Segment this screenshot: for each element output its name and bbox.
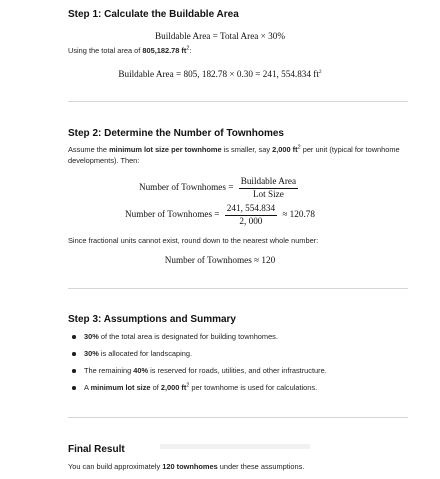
- final-text: [68, 462, 304, 473]
- step3-heading: Step 3: Assumptions and Summary: [68, 314, 236, 325]
- step2-assume-part1: Assume the: [68, 145, 110, 154]
- item-bold: minimum lot size: [90, 383, 151, 392]
- step1-calc: [0, 68, 440, 81]
- final-heading: Final Result: [68, 444, 125, 455]
- item-sup: 2: [186, 382, 190, 389]
- divider: [68, 417, 408, 418]
- step2-assume-value: 2,000 ft: [272, 145, 298, 154]
- step1-calc-text: Buildable Area = 805, 182.78 × 0.30 = 241, 554.834 ft: [118, 69, 319, 79]
- item-pre: A: [84, 383, 91, 392]
- step2-equation-3: Number of Townhomes ≈ 120: [164, 255, 276, 265]
- step1-formula: Buildable Area = Total Area × 30%: [155, 31, 285, 41]
- step2-equation-2: [0, 203, 440, 227]
- eq2-denominator: 2, 000: [239, 215, 263, 226]
- final-bold: 120 townhomes: [162, 462, 218, 471]
- final-text-part2: under these assumptions.: [217, 462, 305, 471]
- item-text: is reserved for roads, utilities, and other infrastructure.: [148, 366, 327, 375]
- divider: [68, 288, 408, 289]
- list-item: [70, 366, 410, 383]
- step1-using-text: [68, 46, 191, 57]
- step2-heading: Step 2: Determine the Number of Townhomes: [68, 128, 284, 139]
- step2-assume-part2: is smaller, say: [221, 145, 273, 154]
- step1-calc-sup: 2: [318, 68, 322, 75]
- eq1-fraction: [239, 176, 298, 200]
- item-bold: 30%: [84, 349, 99, 358]
- item-post: per townhome is used for calculations.: [189, 383, 318, 392]
- watermark-overlay: [160, 441, 310, 452]
- assumptions-list: [70, 332, 410, 400]
- eq1-numerator: Buildable Area: [239, 176, 298, 189]
- list-item: [70, 349, 410, 366]
- step2-assume-bold: minimum lot size per townhome: [109, 145, 222, 154]
- step2-equation-1: [0, 176, 440, 200]
- item-text: of: [150, 383, 161, 392]
- item-bold-2: 2,000 ft: [160, 383, 187, 392]
- step1-heading: Step 1: Calculate the Buildable Area: [68, 9, 239, 20]
- item-text: is allocated for landscaping.: [98, 349, 193, 358]
- step1-using-sup: 2: [186, 45, 190, 52]
- divider: [68, 101, 408, 102]
- watermark-graphic: [160, 441, 310, 452]
- step2-assume-text: [68, 145, 408, 166]
- eq2-left: Number of Townhomes =: [125, 209, 220, 220]
- step1-using-suffix: :: [189, 46, 192, 55]
- item-pre: The remaining: [84, 366, 134, 375]
- step2-assume-sup: 2: [297, 144, 301, 151]
- eq1-denominator: Lot Size: [252, 188, 284, 199]
- eq2-right: ≈ 120.78: [282, 209, 315, 220]
- item-bold: 30%: [84, 332, 99, 341]
- final-text-part1: You can build approximately: [68, 462, 163, 471]
- item-bold: 40%: [133, 366, 149, 375]
- step1-using-value: 805,182.78 ft: [142, 46, 187, 55]
- eq1-left: Number of Townhomes =: [138, 182, 234, 193]
- eq2-numerator: 241, 554.834: [225, 203, 277, 216]
- step2-round-text: Since fractional units cannot exist, round down to the nearest whole number:: [68, 236, 319, 245]
- list-item: [70, 332, 410, 349]
- item-text: of the total area is designated for building townhomes.: [98, 332, 278, 341]
- step2-assume-part3: per unit (typical for townhome developments). Then:: [68, 145, 400, 165]
- eq2-fraction: [225, 203, 277, 227]
- step1-using-prefix: Using the total area of: [68, 46, 143, 55]
- list-item: [70, 383, 410, 400]
